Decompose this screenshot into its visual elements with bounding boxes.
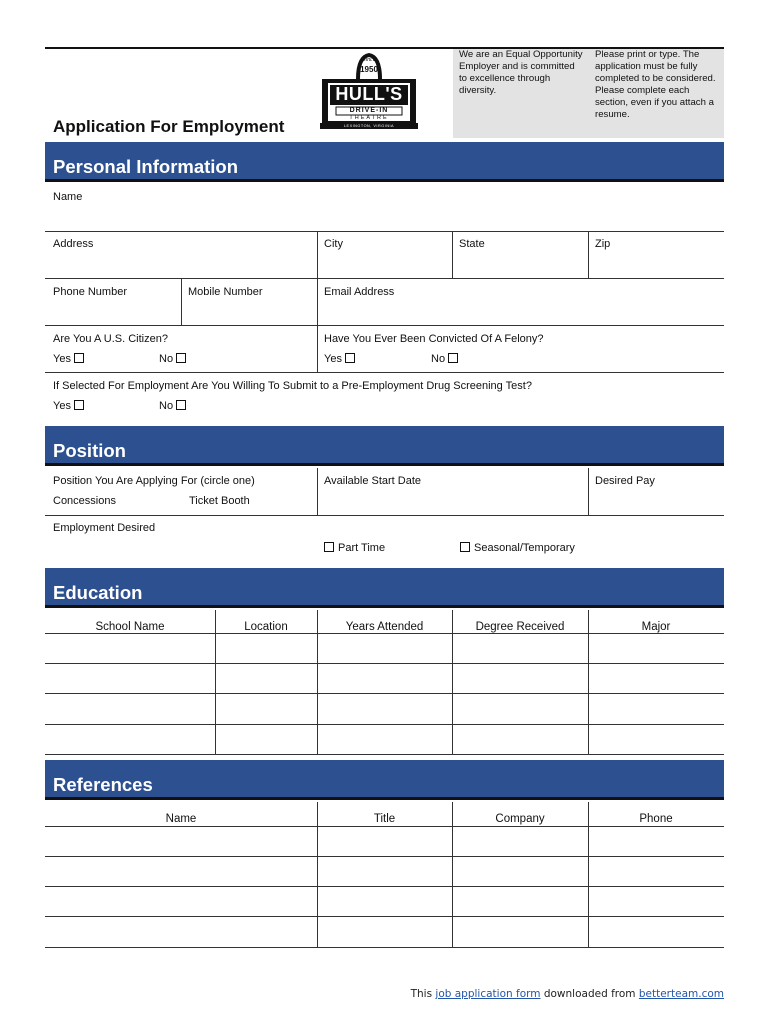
- logo-name: HULL'S: [335, 84, 403, 104]
- education-header: [45, 568, 724, 608]
- instructions-text: Please print or type. The application must be fully completed to be considered. Please complete each section, even if you attach a resume.: [595, 49, 716, 120]
- felony-question: Have You Ever Been Convicted Of A Felony?: [324, 333, 544, 345]
- part-time-option[interactable]: [324, 542, 385, 554]
- divider: [452, 231, 453, 278]
- column-divider: [215, 610, 216, 754]
- divider: [317, 231, 318, 278]
- table-row: [45, 916, 724, 917]
- logo-location: LEXINGTON, VIRGINIA: [343, 124, 395, 128]
- email-label: Email Address: [324, 286, 395, 298]
- logo-year: 1950: [360, 65, 378, 74]
- column-divider: [452, 610, 453, 754]
- drug-test-yes[interactable]: [53, 400, 84, 412]
- drug-test-no[interactable]: [159, 400, 186, 412]
- logo-sub: DRIVE-IN: [349, 107, 389, 114]
- no-label: No: [159, 400, 174, 412]
- footer: [411, 988, 724, 1000]
- column-divider: [317, 610, 318, 754]
- column-divider: [588, 802, 589, 947]
- state-label: State: [459, 238, 485, 250]
- education-col-degree: Degree Received: [475, 621, 565, 633]
- part-time-label: Part Time: [338, 542, 386, 554]
- personal-information-header: [45, 142, 724, 182]
- table-row: [45, 886, 724, 887]
- column-divider: [317, 802, 318, 947]
- table-row: [45, 633, 724, 634]
- checkbox[interactable]: [74, 400, 84, 410]
- rule: [45, 278, 724, 279]
- education-title: Education: [53, 582, 143, 603]
- footer-prefix: This: [410, 988, 433, 1000]
- table-row: [45, 693, 724, 694]
- yes-label: Yes: [53, 400, 71, 412]
- position-title: Position: [53, 440, 126, 461]
- references-col-phone: Phone: [639, 813, 673, 825]
- table-row: [45, 826, 724, 827]
- citizen-question: Are You A U.S. Citizen?: [53, 333, 168, 345]
- references-col-title: Title: [373, 813, 396, 825]
- rule: [45, 325, 724, 326]
- employment-desired-label: Employment Desired: [53, 522, 156, 534]
- references-title: References: [53, 774, 153, 795]
- phone-label: Phone Number: [53, 286, 127, 298]
- hulls-drive-in-logo: [316, 49, 422, 133]
- rule: [45, 372, 724, 373]
- personal-information-title: Personal Information: [53, 156, 239, 177]
- start-date-label: Available Start Date: [324, 475, 422, 487]
- city-label: City: [324, 238, 343, 250]
- concessions-option[interactable]: Concessions: [53, 495, 116, 507]
- references-col-name: Name: [165, 813, 197, 825]
- checkbox[interactable]: [176, 400, 186, 410]
- table-row: [45, 856, 724, 857]
- checkbox[interactable]: [74, 353, 84, 363]
- checkbox[interactable]: [448, 353, 458, 363]
- table-row: [45, 663, 724, 664]
- citizen-no[interactable]: [159, 353, 186, 365]
- felony-yes[interactable]: [324, 353, 355, 365]
- references-col-company: Company: [495, 813, 545, 825]
- citizen-yes[interactable]: [53, 353, 84, 365]
- position-header: [45, 426, 724, 466]
- seasonal-option[interactable]: [460, 542, 575, 554]
- felony-no[interactable]: [431, 353, 458, 365]
- address-label: Address: [53, 238, 94, 250]
- yes-label: Yes: [324, 353, 342, 365]
- column-divider: [588, 610, 589, 754]
- name-label: Name: [53, 191, 83, 203]
- rule: [45, 231, 724, 232]
- applying-for-label: Position You Are Applying For (circle one): [53, 475, 255, 487]
- checkbox[interactable]: [176, 353, 186, 363]
- mobile-label: Mobile Number: [188, 286, 263, 298]
- table-row: [45, 724, 724, 725]
- education-col-school: School Name: [95, 621, 165, 633]
- table-row: [45, 754, 724, 755]
- logo-theatre: THEATRE: [349, 115, 389, 121]
- page-title: Application For Employment: [53, 117, 285, 136]
- divider: [588, 231, 589, 278]
- column-divider: [452, 802, 453, 947]
- seasonal-label: Seasonal/Temporary: [474, 542, 575, 554]
- no-label: No: [431, 353, 446, 365]
- instructions-box: [589, 49, 724, 138]
- divider: [588, 468, 589, 515]
- job-application-form-link[interactable]: job application form: [435, 988, 541, 1000]
- table-row: [45, 947, 724, 948]
- references-header: [45, 760, 724, 800]
- footer-middle: downloaded from: [543, 988, 636, 1000]
- divider: [317, 468, 318, 515]
- education-col-major: Major: [641, 621, 671, 633]
- ticket-booth-option[interactable]: Ticket Booth: [189, 495, 250, 507]
- no-label: No: [159, 353, 174, 365]
- equal-opportunity-text: We are an Equal Opportunity Employer and is committed to excellence through diversity.: [459, 49, 583, 96]
- divider: [181, 278, 182, 325]
- desired-pay-label: Desired Pay: [595, 475, 655, 487]
- divider: [317, 278, 318, 325]
- zip-label: Zip: [595, 238, 611, 250]
- betterteam-link[interactable]: betterteam.com: [638, 988, 724, 1000]
- rule: [45, 515, 724, 516]
- logo-since: Since: [362, 57, 376, 63]
- drug-test-question: If Selected For Employment Are You Willing To Submit to a Pre-Employment Drug Screening Test?: [53, 380, 532, 392]
- equal-opportunity-box: [453, 49, 589, 138]
- education-col-location: Location: [244, 621, 288, 633]
- education-col-years: Years Attended: [345, 621, 424, 633]
- checkbox[interactable]: [460, 542, 470, 552]
- yes-label: Yes: [53, 353, 71, 365]
- checkbox[interactable]: [345, 353, 355, 363]
- divider: [317, 325, 318, 372]
- checkbox[interactable]: [324, 542, 334, 552]
